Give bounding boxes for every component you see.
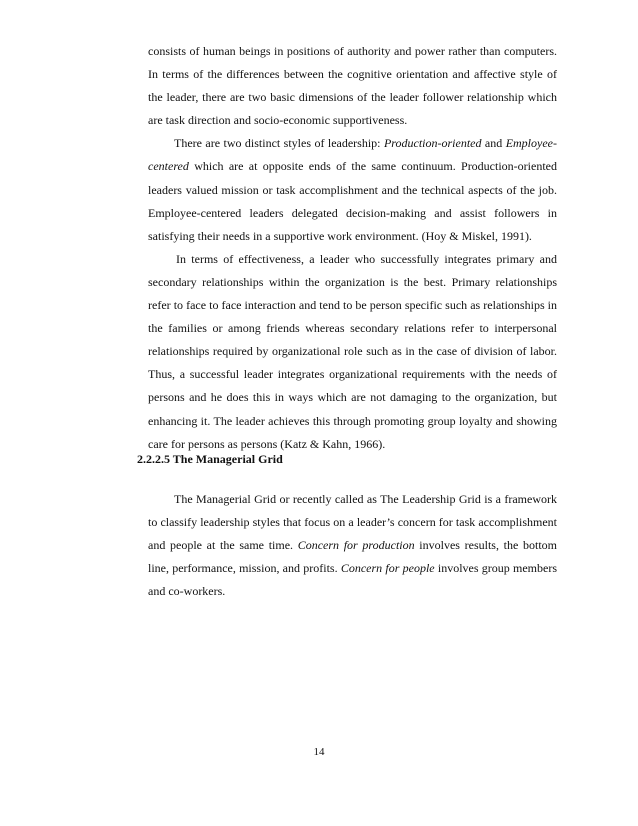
text-segment: and	[481, 136, 506, 151]
text-segment: involves group members and co-workers.	[148, 561, 557, 599]
text-segment: which are at opposite ends of the same continuum. Production-oriented leaders valued mission or task accomplishment and the technical aspects of the job. Employee-centered leaders delegated decision-making and assist followers in satisfying their needs in a supportive work environment. (Hoy & Miskel, 1991).	[148, 159, 557, 243]
text-segment: involves results, the bottom line, performance, mission, and profits.	[148, 538, 557, 576]
paragraph-leadership-styles	[148, 132, 557, 247]
section-heading: 2.2.2.5 The Managerial Grid	[137, 452, 283, 466]
italic-term-concern-for-people: Concern for people	[340, 561, 435, 576]
body-text-top	[148, 40, 557, 456]
text-segment: There are two distinct styles of leadership:	[174, 136, 384, 151]
paragraph-effectiveness: In terms of effectiveness, a leader who successfully integrates primary and secondary relationships within the organization is the best. Primary relationships refer to face to face interaction and tend to be person specific such as relationships in the families or among friends whereas secondary relations refer to interpersonal relationships required by organizational role such as in the case of division of labor. Thus, a successful leader integrates organizational requirements with the needs of persons and he does this in ways which are not damaging to the organization, but enhancing it. The leader achieves this through promoting group loyalty and showing care for persons as persons (Katz & Kahn, 1966).	[148, 251, 557, 451]
paragraph-managerial-grid	[148, 488, 557, 603]
italic-term-concern-for-production: Concern for production	[297, 538, 415, 553]
page-number: 14	[313, 746, 325, 758]
text-segment: The Managerial Grid or recently called as The Leadership Grid is a framework to classify leadership styles that focus on a leader’s concern for task accomplishment and people at the same time.	[148, 492, 557, 553]
body-text-managerial-grid	[148, 488, 557, 603]
italic-term-production-oriented: Production-oriented	[383, 136, 482, 151]
italic-term-employee-centered: Employee-centered	[148, 136, 557, 174]
paragraph-dimensions: consists of human beings in positions of authority and power rather than computers. In terms of the differences between the cognitive orientation and affective style of the leader, there are two basic dimensions of the leader follower relationship which are task direction and socio-economic supportiveness.	[148, 44, 557, 128]
